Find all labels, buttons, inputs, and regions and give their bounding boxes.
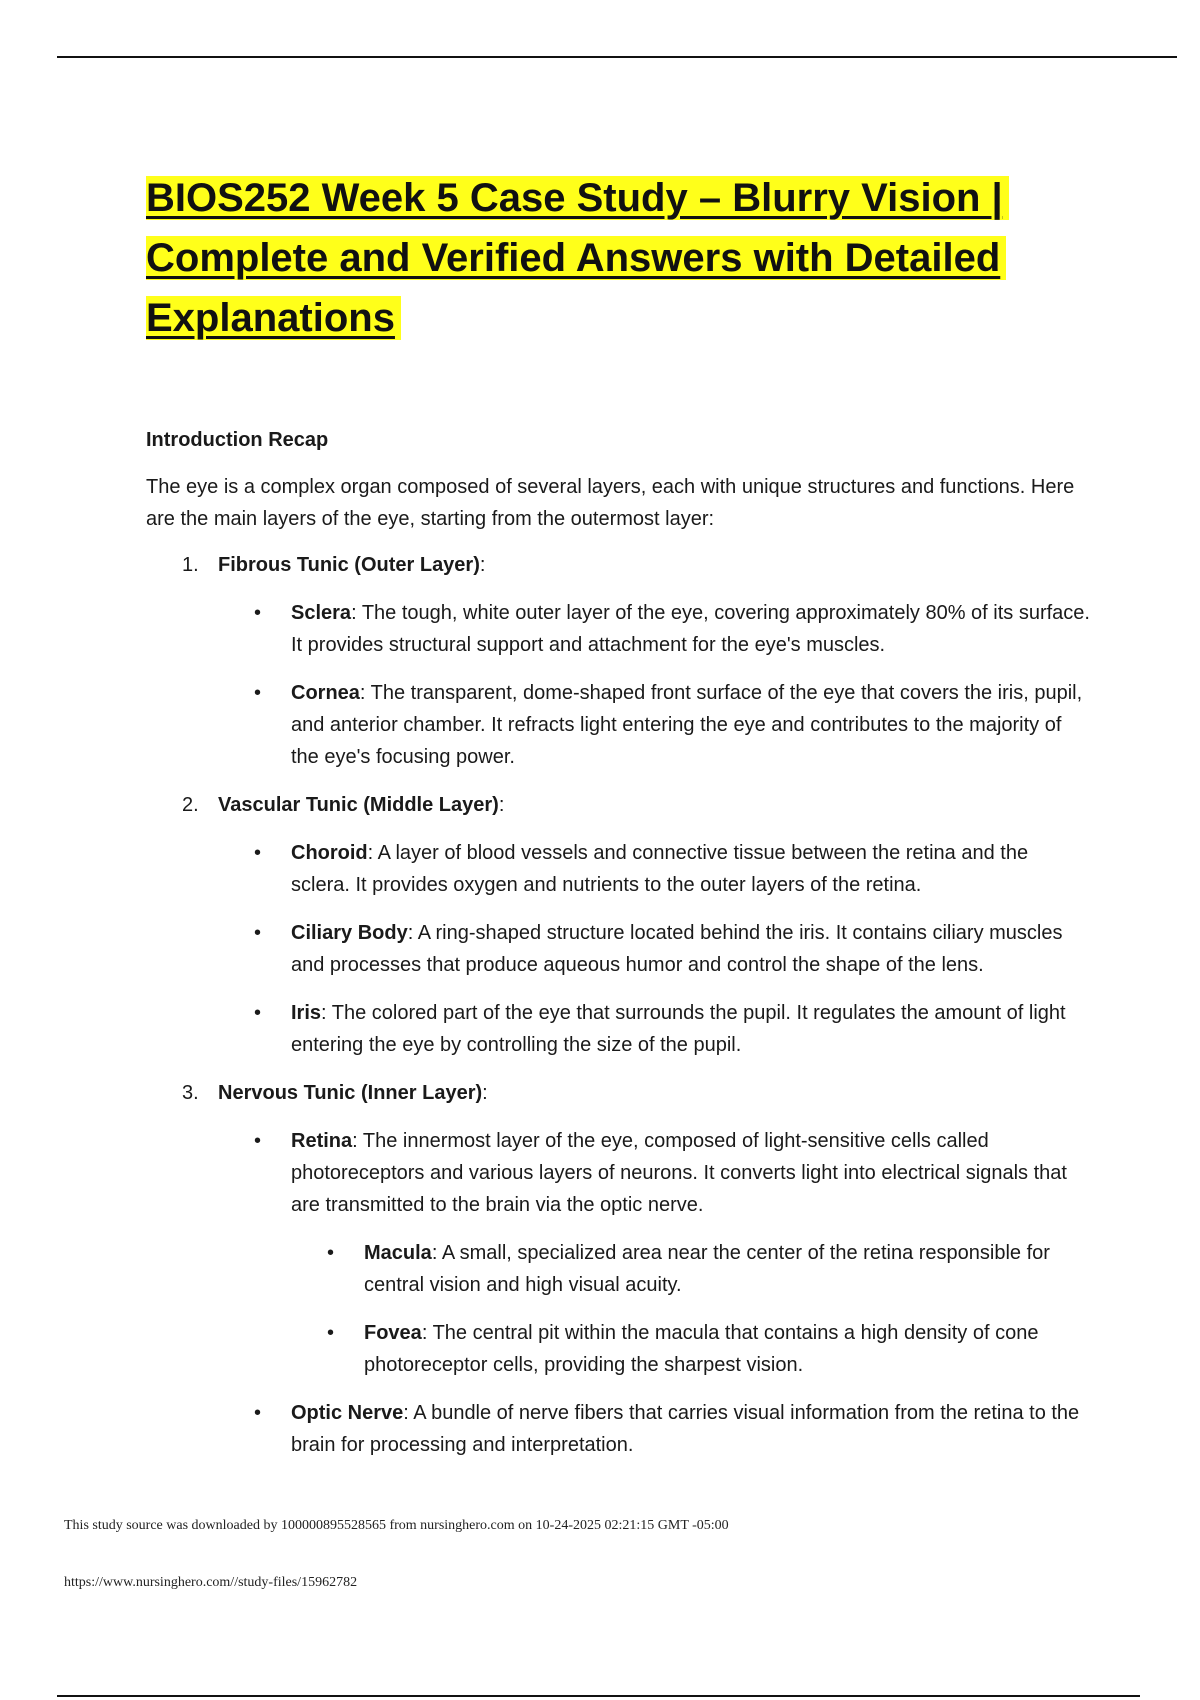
title-line-2: Complete and Verified Answers with Detailed (146, 236, 1006, 280)
bullet-icon: • (254, 1002, 262, 1024)
definition: : A layer of blood vessels and connective tissue between the retina and the sclera. It provides oxygen and nutrients to the outer layers of the retina. (291, 842, 1029, 896)
document-body (146, 168, 1096, 1477)
retina-subitems (146, 1237, 1096, 1381)
list-item-retina (146, 1125, 1091, 1221)
layer-heading (146, 549, 1096, 581)
layer-items (146, 1125, 1096, 1221)
section-heading-intro: Introduction Recap (146, 429, 329, 451)
layer-title: Fibrous Tunic (Outer Layer) (218, 554, 480, 576)
term: Optic Nerve (291, 1402, 404, 1424)
list-item-iris (146, 997, 1091, 1061)
term: Sclera (291, 602, 352, 624)
layer-number: 1. (182, 554, 199, 576)
layer-title: Vascular Tunic (Middle Layer) (218, 794, 499, 816)
bullet-icon: • (254, 602, 262, 624)
bullet-icon: • (327, 1242, 335, 1264)
layer-colon: : (482, 1082, 488, 1104)
layer-number: 2. (182, 794, 199, 816)
term: Iris (291, 1002, 322, 1024)
eye-layers-list (146, 549, 1096, 1461)
term: Ciliary Body (291, 922, 408, 944)
definition: : The transparent, dome-shaped front surface of the eye that covers the iris, pupil, and anterior chamber. It refracts light entering the eye and contributes to the majority of the eye's focusing power. (291, 682, 1083, 768)
layer-heading (146, 789, 1096, 821)
intro-paragraph: The eye is a complex organ composed of several layers, each with unique structures and functions. Here are the main layers of the eye, starting from the outermost layer: (146, 476, 1075, 530)
list-item-sclera (146, 597, 1091, 661)
layer-number: 3. (182, 1082, 199, 1104)
layer-nervous-tunic (146, 1077, 1096, 1461)
bullet-icon: • (254, 842, 262, 864)
list-item-optic-nerve (146, 1397, 1091, 1461)
document-title (146, 168, 1096, 348)
layer-items (146, 837, 1096, 1061)
list-item-macula (146, 1237, 1064, 1301)
bullet-icon: • (254, 922, 262, 944)
list-item-cornea (146, 677, 1091, 773)
list-item-choroid (146, 837, 1091, 901)
title-line-1: BIOS252 Week 5 Case Study – Blurry Vision | (146, 176, 1009, 220)
layer-colon: : (498, 794, 505, 816)
term: Macula (364, 1242, 432, 1264)
layer-vascular-tunic (146, 789, 1096, 1061)
bullet-icon: • (254, 1402, 262, 1424)
bullet-icon: • (254, 1130, 262, 1152)
bottom-rule (57, 1695, 1140, 1697)
term: Choroid (291, 842, 368, 864)
bullet-icon: • (327, 1322, 335, 1344)
layer-heading (146, 1077, 1096, 1109)
term: Retina (291, 1130, 353, 1152)
definition: : The tough, white outer layer of the eye, covering approximately 80% of its surface. It provides structural support and attachment for the eye's muscles. (291, 602, 1090, 656)
definition: : The colored part of the eye that surrounds the pupil. It regulates the amount of light entering the eye by controlling the size of the pupil. (291, 1002, 1066, 1056)
title-line-3: Explanations (146, 296, 401, 340)
list-item-fovea (146, 1317, 1064, 1381)
term: Cornea (291, 682, 360, 704)
download-source-note: This study source was downloaded by 100000895528565 from nursinghero.com on 10-24-2025 02:21:15 GMT -05:00 (64, 1518, 729, 1533)
layer-title: Nervous Tunic (Inner Layer) (218, 1082, 483, 1104)
layer-colon: : (479, 554, 486, 576)
list-item-ciliary-body (146, 917, 1091, 981)
definition: : A small, specialized area near the center of the retina responsible for central vision and high visual acuity. (364, 1242, 1050, 1296)
definition: : A bundle of nerve fibers that carries visual information from the retina to the brain for processing and interpretation. (291, 1402, 1080, 1456)
top-rule (57, 56, 1177, 58)
source-url: https://www.nursinghero.com//study-files/15962782 (64, 1575, 358, 1590)
bullet-icon: • (254, 682, 262, 704)
layer-fibrous-tunic (146, 549, 1096, 773)
term: Fovea (364, 1322, 422, 1344)
definition: : The innermost layer of the eye, composed of light-sensitive cells called photoreceptors and various layers of neurons. It converts light into electrical signals that are transmitted to the brain via the optic nerve. (291, 1130, 1067, 1216)
definition: : A ring-shaped structure located behind the iris. It contains ciliary muscles and processes that produce aqueous humor and control the shape of the lens. (291, 922, 1063, 976)
layer-items-continued (146, 1397, 1096, 1461)
definition: : The central pit within the macula that contains a high density of cone photoreceptor cells, providing the sharpest vision. (364, 1322, 1039, 1376)
layer-items (146, 597, 1096, 773)
